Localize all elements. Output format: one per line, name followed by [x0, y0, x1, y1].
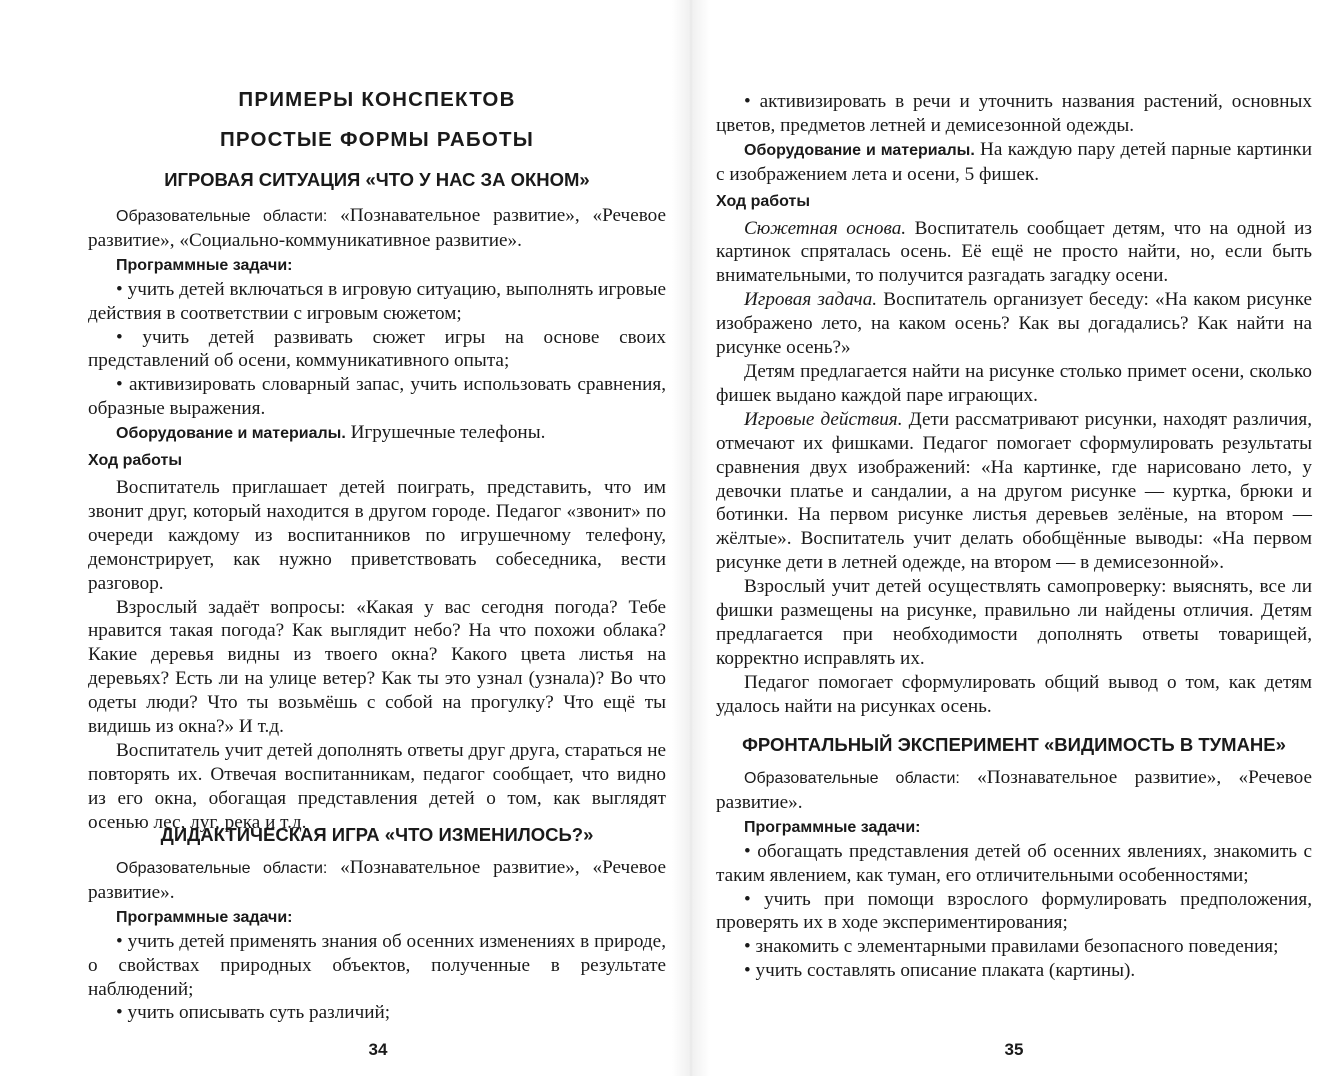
- task-item: • учить детей применять знания об осенних изменениях в природе, о свойствах природных объектов, полученные в результате наблюдений;: [88, 930, 666, 1000]
- educational-areas-text: «Познавательное развитие», «Речевое развитие», «Социально-коммуникативное развитие».: [88, 205, 666, 251]
- program-tasks-label-text: Программные задачи:: [116, 256, 293, 274]
- section-game-situation: [88, 204, 666, 835]
- educational-areas-label: Образовательные области:: [116, 860, 328, 877]
- section-heading-didactic-game: ДИДАКТИЧЕСКАЯ ИГРА «ЧТО ИЗМЕНИЛОСЬ?»: [160, 824, 594, 845]
- equipment-text: На каждую пару детей парные картинки с изображением лета и осени, 5 фишек.: [716, 138, 1312, 185]
- game-task-text: Воспитатель организует беседу: «На каком рисунке изображено лето, на каком осень? Как вы догадались? Как найти на рисунке осень?»: [716, 289, 1312, 359]
- educational-areas: [88, 204, 666, 253]
- course-of-work-heading: Ход работы: [716, 192, 811, 210]
- task-item: • учить при помощи взрослого формулировать предположения, проверять их в ходе экспериментирования;: [716, 888, 1312, 934]
- educational-areas-text: «Познавательное развитие», «Речевое развитие».: [716, 767, 1312, 813]
- left-page: [88, 0, 666, 1076]
- game-actions-label: Игровые действия.: [744, 408, 903, 430]
- task-item: • учить детей развивать сюжет игры на основе своих представлений об осени, коммуникативного опыта;: [88, 326, 666, 372]
- body-paragraph: Воспитатель учит детей дополнять ответы друг друга, стараться не повторять их. Отвечая воспитанникам, педагог сообщает, что видно из его окна, обогащая представления детей о том, как выглядят осенью лес, луг, река и т.д.: [88, 739, 666, 833]
- body-paragraph: [716, 288, 1312, 360]
- equipment-label: Оборудование и материалы.: [116, 425, 346, 443]
- right-page-body: [716, 90, 1312, 719]
- task-item: • учить составлять описание плаката (картины).: [744, 960, 1136, 982]
- educational-areas-label: Образовательные области:: [116, 208, 328, 225]
- section-frontal-experiment: [716, 766, 1312, 983]
- equipment-label: Оборудование и материалы.: [744, 141, 975, 159]
- page-number: 35: [1004, 1040, 1024, 1059]
- book-gutter: [672, 0, 710, 1076]
- section-heading-frontal-experiment: ФРОНТАЛЬНЫЙ ЭКСПЕРИМЕНТ «ВИДИМОСТЬ В ТУМАНЕ»: [742, 734, 1286, 755]
- program-tasks-label: [88, 253, 666, 278]
- educational-areas: [88, 856, 666, 905]
- equipment-text: Игрушечные телефоны.: [345, 422, 546, 444]
- body-paragraph: Воспитатель приглашает детей поиграть, представить, что им звонит друг, который находится в другом городе. Педагог «звонит» по очереди каждому из воспитанников по игрушечному телефону, демонстрирует, как нужно приветствовать собеседника, вести разговор.: [88, 476, 666, 594]
- section-heading-game-situation: ИГРОВАЯ СИТУАЦИЯ «ЧТО У НАС ЗА ОКНОМ»: [164, 169, 590, 190]
- educational-areas: [716, 766, 1312, 815]
- body-paragraph: [716, 217, 1312, 289]
- body-paragraph: Взрослый задаёт вопросы: «Какая у вас сегодня погода? Тебе нравится такая погода? Как выглядит небо? На что похожи облака? Какие деревья видны из твоего окна? Какого цвета листья на деревьях? Есть ли на улице ветер? Как ты это узнал (узнала)? Во что одеты люди? Что ты возьмёшь с собой на прогулку? Что ещё ты видишь из окна?» И т.д.: [88, 596, 666, 738]
- equipment: [716, 138, 1312, 187]
- equipment: [88, 421, 666, 446]
- page-title: ПРИМЕРЫ КОНСПЕКТОВ: [238, 88, 516, 111]
- program-tasks-label: [716, 815, 1312, 840]
- body-paragraph: Педагог помогает сформулировать общий вывод о том, как детям удалось найти на рисунках осень.: [716, 671, 1312, 717]
- body-paragraph: Детям предлагается найти на рисунке столько примет осени, сколько фишек выдано каждой паре играющих.: [716, 360, 1312, 406]
- body-paragraph: [716, 408, 1312, 575]
- course-of-work-heading: Ход работы: [88, 452, 183, 470]
- game-task-label: Игровая задача.: [744, 289, 878, 311]
- section-didactic-game: [88, 856, 666, 1025]
- program-tasks-label: [88, 905, 666, 930]
- task-item: • учить описывать суть различий;: [116, 1002, 391, 1024]
- plot-basis-text: Воспитатель сообщает детям, что на одной из картинок спряталась осень. Её ещё не просто найти, но, если быть внимательными, то получится разгадать загадку осени.: [716, 217, 1312, 287]
- task-item: • учить детей включаться в игровую ситуацию, выполнять игровые действия в соответствии с игровым сюжетом;: [88, 278, 666, 324]
- task-item: • обогащать представления детей об осенних явлениях, знакомить с таким явлением, как туман, его отличительными особенностями;: [716, 840, 1312, 886]
- educational-areas-text: «Познавательное развитие», «Речевое развитие».: [88, 857, 666, 903]
- program-tasks-label-text: Программные задачи:: [116, 908, 293, 926]
- body-paragraph: Взрослый учит детей осуществлять самопроверку: выяснять, все ли фишки размещены на рисунке, правильно ли найдены отличия. Детям предлагается при необходимости дополнять ответы товарищей, корректно исправлять их.: [716, 576, 1312, 669]
- task-item: • активизировать в речи и уточнить названия растений, основных цветов, предметов летней и демисезонной одежды.: [716, 91, 1312, 136]
- page-number: 34: [368, 1040, 388, 1059]
- task-item: • активизировать словарный запас, учить использовать сравнения, образные выражения.: [88, 374, 666, 420]
- task-item: • знакомить с элементарными правилами безопасного поведения;: [744, 936, 1279, 958]
- program-tasks-label-text: Программные задачи:: [744, 818, 921, 836]
- plot-basis-label: Сюжетная основа.: [744, 217, 907, 239]
- page-subtitle: ПРОСТЫЕ ФОРМЫ РАБОТЫ: [220, 128, 534, 151]
- right-page: [716, 0, 1312, 1076]
- game-actions-text: Дети рассматривают рисунки, находят различия, отмечают их фишками. Педагог помогает сформулировать результаты сравнения двух изображений: «На картинке, где нарисовано лето, у девочки платье и сандалии, а на другом рисунке — куртка, брюки и ботинки. На первом рисунке листья деревьев зелёные, на втором — жёлтые». Воспитатель учит делать обобщённые выводы: «На первом рисунке дети в летней одежде, на втором — в демисезонной».: [716, 408, 1313, 574]
- educational-areas-label: Образовательные области:: [744, 770, 960, 787]
